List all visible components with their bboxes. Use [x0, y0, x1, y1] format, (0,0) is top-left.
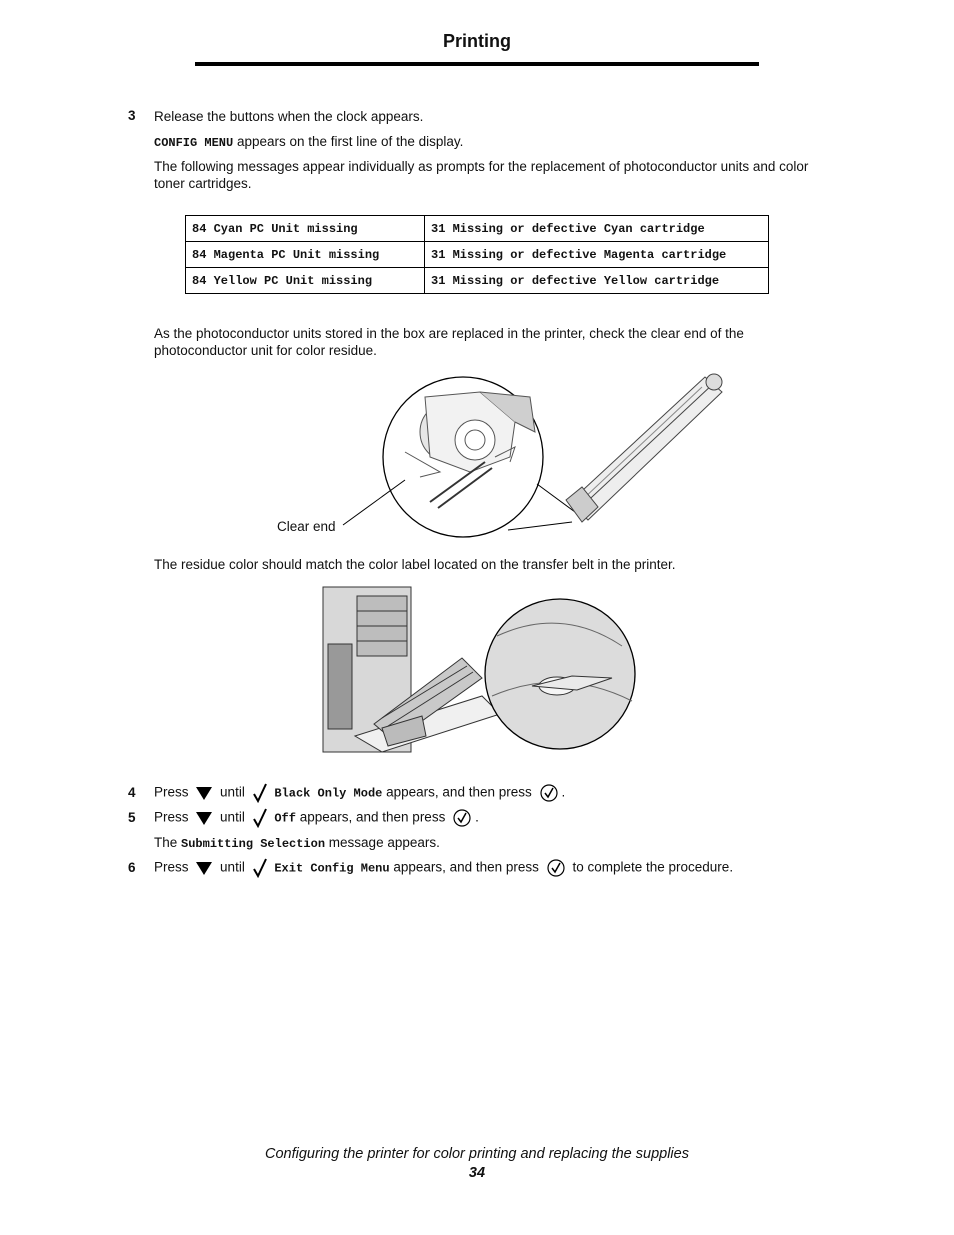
table-cell: 84 Magenta PC Unit missing: [186, 242, 425, 268]
photoconductor-illustration: [330, 362, 740, 548]
header-rule: [195, 62, 759, 66]
step6-line: [154, 858, 733, 878]
residue-para-line2: photoconductor unit for color residue.: [154, 343, 377, 358]
step5-press: Press: [154, 809, 189, 825]
select-button-icon: [453, 809, 471, 827]
step6-press: Press: [154, 859, 189, 875]
step-number-6: 6: [128, 860, 136, 875]
step6-text: appears, and then press: [393, 859, 539, 875]
table-cell: 84 Cyan PC Unit missing: [186, 216, 425, 242]
select-button-icon: [547, 859, 565, 877]
footer-title: Configuring the printer for color printing and replacing the supplies: [265, 1146, 689, 1162]
config-menu-code: CONFIG MENU: [154, 136, 234, 150]
table-cell: 84 Yellow PC Unit missing: [186, 268, 425, 294]
step-number-5: 5: [128, 810, 136, 825]
step6-until: until: [220, 859, 245, 875]
step-number-4: 4: [128, 785, 136, 800]
table-row: [186, 268, 769, 294]
table-cell: 31 Missing or defective Magenta cartridge: [425, 242, 769, 268]
step6-end: to complete the procedure.: [572, 859, 734, 875]
table-row: [186, 216, 769, 242]
step4-line: [154, 783, 565, 803]
step3-line1: Release the buttons when the clock appears.: [154, 109, 424, 124]
step6-code: Exit Config Menu: [274, 861, 390, 876]
down-arrow-icon: [196, 862, 212, 875]
step-number-3: 3: [128, 108, 136, 123]
residue-para-line1: As the photoconductor units stored in the box are replaced in the printer, check the clear end of the: [154, 326, 744, 341]
transfer-belt-illustration: [322, 586, 642, 768]
step5-sub-code: Submitting Selection: [181, 837, 326, 851]
messages-table: [185, 215, 769, 294]
down-arrow-icon: [196, 787, 212, 800]
step4-code: Black Only Mode: [274, 786, 383, 801]
step5-end: .: [475, 809, 479, 825]
config-menu-text: appears on the first line of the display.: [233, 134, 464, 149]
step5-line: [154, 808, 479, 828]
step5-until: until: [220, 809, 245, 825]
check-icon: [253, 783, 267, 803]
step3-prompt-line1: The following messages appear individually as prompts for the replacement of photoconductor units and color: [154, 159, 809, 174]
step5-sub-post: message appears.: [325, 835, 440, 850]
table-row: [186, 242, 769, 268]
step4-until: until: [220, 784, 245, 800]
down-arrow-icon: [196, 812, 212, 825]
page-number: 34: [468, 1165, 486, 1181]
step4-end: .: [561, 784, 566, 800]
table-cell: 31 Missing or defective Cyan cartridge: [425, 216, 769, 242]
check-icon: [253, 808, 267, 828]
step3-prompt-line2: toner cartridges.: [154, 176, 252, 191]
table-cell: 31 Missing or defective Yellow cartridge: [425, 268, 769, 294]
step4-press: Press: [154, 784, 189, 800]
step5-code: Off: [274, 811, 296, 826]
clear-end-label: Clear end: [277, 519, 336, 534]
residue-para2: The residue color should match the color label located on the transfer belt in the printer.: [154, 557, 676, 572]
step3-config-line: [154, 133, 463, 152]
step5-text: appears, and then press: [299, 809, 446, 825]
step5-sub-line: [154, 834, 440, 853]
step4-text: appears, and then press: [386, 784, 532, 800]
step5-sub-pre: The: [154, 835, 182, 850]
select-button-icon: [540, 784, 558, 802]
check-icon: [253, 858, 267, 878]
page-title: Printing: [443, 31, 511, 51]
